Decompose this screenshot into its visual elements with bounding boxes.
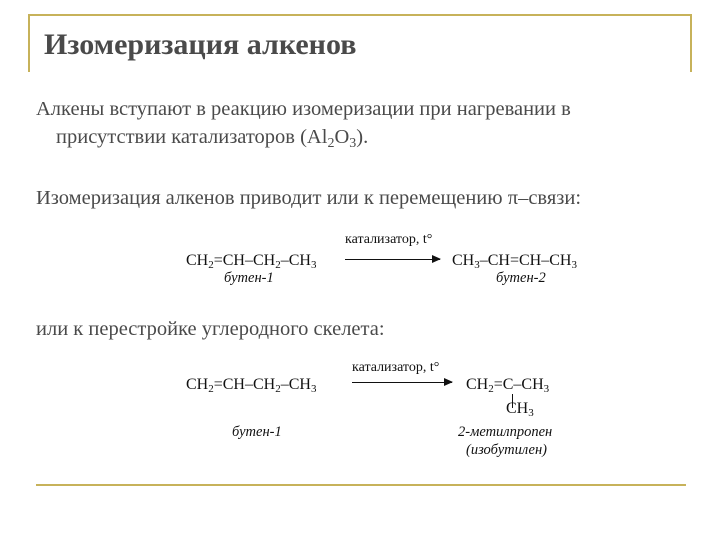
formula-subscript: 3 — [474, 259, 480, 271]
reaction1-product-name: бутен-2 — [496, 270, 546, 286]
paragraph-line-1: Алкены вступают в реакцию изомеризации при нагревании в — [36, 98, 571, 120]
paragraph-skeleton-rearrangement: или к перестройке углеродного скелета: — [36, 318, 385, 340]
formula-subscript: 2 — [208, 383, 214, 395]
reaction2-reactant-name: бутен-1 — [232, 424, 282, 440]
formula-part: CH — [506, 400, 529, 417]
reaction2-reactant — [186, 376, 316, 395]
paragraph-suffix: ). — [356, 126, 369, 148]
formula-part: CH — [466, 376, 489, 393]
catalyst-text: присутствии катализаторов (Al — [56, 126, 328, 148]
reaction2-product-alt-name: (изобутилен) — [466, 442, 548, 458]
formula-subscript: 2 — [488, 383, 494, 395]
paragraph-isomerization-conditions — [36, 95, 571, 158]
formula-part: CH — [186, 376, 209, 393]
reaction2-product-name: 2-метилпропен — [458, 424, 553, 440]
reaction1-reactant-name: бутен-1 — [224, 270, 274, 286]
formula-subscript: 3 — [310, 383, 317, 395]
formula-part: –CH=CH–CH — [479, 252, 572, 269]
formula-part: =CH–CH — [213, 252, 276, 269]
formula-subscript: 2 — [275, 259, 281, 271]
formula-part: =C–CH — [493, 376, 544, 393]
reaction1-reactant — [186, 252, 316, 271]
subscript-3: 3 — [349, 136, 357, 151]
formula-part: CH — [452, 252, 475, 269]
formula-subscript: 3 — [571, 259, 577, 271]
oxygen-symbol: O — [334, 126, 350, 148]
formula-part: CH — [186, 252, 209, 269]
formula-subscript: 2 — [275, 383, 281, 395]
formula-part: –CH — [280, 252, 311, 269]
formula-part: =CH–CH — [213, 376, 276, 393]
reaction2-product — [466, 376, 549, 395]
frame-top-line — [28, 14, 692, 16]
formula-subscript: 3 — [528, 407, 534, 419]
paragraph-line-2 — [36, 123, 571, 158]
formula-subscript: 2 — [208, 259, 214, 271]
formula-part: –CH — [280, 376, 311, 393]
reaction2-branch-methyl — [506, 400, 534, 419]
subscript-2: 2 — [327, 136, 335, 151]
formula-subscript: 3 — [310, 259, 317, 271]
formula-subscript: 3 — [543, 383, 550, 395]
reaction1-product — [452, 252, 577, 271]
paragraph-pi-bond-shift: Изомеризация алкенов приводит или к перемещению π–связи: — [36, 187, 582, 209]
reaction2-catalyst: катализатор, t° — [352, 360, 440, 375]
reaction1-catalyst: катализатор, t° — [345, 232, 433, 247]
reaction2-arrow — [352, 382, 452, 383]
frame-right-line — [690, 14, 692, 72]
slide-title: Изомеризация алкенов — [44, 28, 357, 61]
reaction1-arrow — [345, 259, 440, 260]
frame-left-line — [28, 14, 30, 72]
frame-bottom-line — [36, 484, 686, 486]
